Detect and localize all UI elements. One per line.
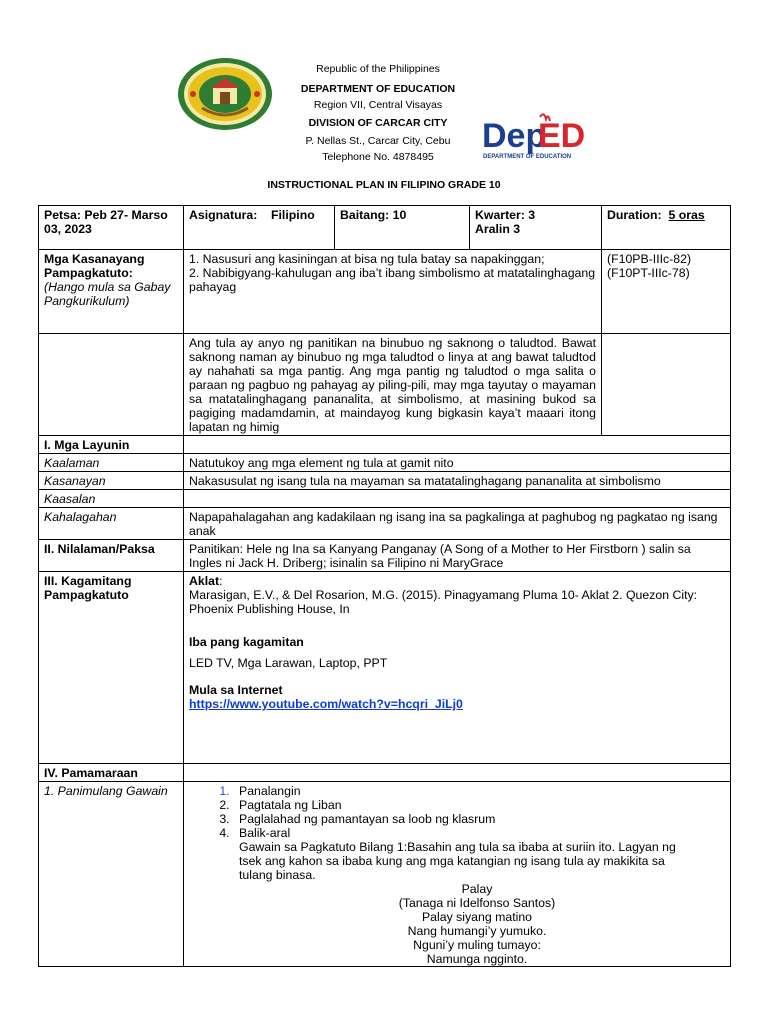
table-row-header (39, 206, 731, 250)
kasanayan-codes-cell (602, 250, 731, 334)
kasanayan-code-2: (F10PT-IIIc-78) (607, 266, 690, 280)
kaasalan-value (184, 490, 731, 508)
aklat-reference: Marasigan, E.V., & Del Rosarion, M.G. (2015). Pinagyamang Pluma 10- Aklat 2. Quezon City: Phoenix Publishing House, In (189, 588, 698, 616)
poem-line: Nguni’y muling tumayo: (413, 938, 541, 952)
nilalaman-label: II. Nilalaman/Paksa (39, 540, 184, 572)
table-row-kaalaman (39, 454, 731, 472)
kasanayan-items-cell (184, 250, 602, 334)
nilalaman-value: Panitikan: Hele ng Ina sa Kanyang Panganay (A Song of a Mother to Her Firstborn ) salin sa Ingles ni Jack H. Driberg; isinalin sa Filipino ni MaryGrace (184, 540, 731, 572)
header-region: Region VII, Central Visayas (313, 99, 443, 111)
kasanayan-code-1: (F10PB-IIIc-82) (607, 252, 692, 266)
panimula-cell (184, 782, 731, 967)
header-republic: Republic of the Philippines (316, 63, 440, 75)
aklat-heading: Aklat: (189, 574, 223, 588)
table-row-kaasalan (39, 490, 731, 508)
list-item: 3. Paglalahad ng pamantayan sa loob ng klasrum (233, 812, 725, 826)
header-address: P. Nellas St., Carcar City, Cebu (305, 135, 451, 147)
asignatura-label: Asignatura: (189, 208, 258, 222)
kasanayan-label-cell (39, 250, 184, 334)
kasanayan-sublabel: (Hango mula sa Gabay Pangkurikulum) (44, 280, 171, 308)
poem-line: Nang humangi’y yumuko. (407, 924, 547, 938)
list-item: 4. Balik-aral (233, 826, 725, 840)
kaalaman-label: Kaalaman (39, 454, 184, 472)
youtube-link[interactable]: https://www.youtube.com/watch?v=hcqri_JiLj0 (189, 697, 463, 711)
asignatura-value: Filipino (271, 208, 315, 222)
description-cell: Ang tula ay anyo ng panitikan na binubuo ng saknong o taludtod. Bawat saknong naman ay binubuo ng mga taludtod o linya at ang bawat taludtod ay nahahati sa mga pantig. Ang mga pantig ng taludtod o mga salita o paraan ng pagbuo ng pahayag ay piling-pili, may mga tayutay o mayaman sa matatalinghagang pananalita, at simbolismo, at masining bukod sa pagiging madamdamin, at maindayog kung bigkasin kaya’t maaari itong lapatan ng himig (184, 334, 602, 436)
duration-label: Duration: (607, 208, 662, 222)
svg-text:Dep: Dep (482, 117, 547, 155)
iba-heading: Iba pang kagamitan (189, 635, 304, 649)
layunin-heading-empty (184, 436, 731, 454)
gawain-instruction: Gawain sa Pagkatuto Bilang 1:Basahin ang tula sa ibaba at suriin ito. Lagyan ng tsek ang kahon sa ibaba kung ang mga katangian ng isang tula ay makikita sa tulang binasa. (239, 840, 676, 882)
table-row-pamamaraan-heading (39, 764, 731, 782)
header-department: DEPARTMENT OF EDUCATION (300, 83, 456, 95)
kahalagahan-value: Napapahalagahan ang kadakilaan ng isang ina sa pagkalinga at paghubog ng pagkatao ng isang anak (184, 508, 731, 540)
kagamitan-label: III. Kagamitang Pampagkatuto (39, 572, 184, 764)
poem-line: Namunga ngginto. (426, 952, 528, 966)
header-telephone: Telephone No. 4878495 (322, 151, 434, 163)
table-row-layunin-heading (39, 436, 731, 454)
table-row-panimula (39, 782, 731, 967)
baitang-cell: Baitang: 10 (335, 206, 470, 250)
description-empty-cell (39, 334, 184, 436)
kaasalan-label: Kaasalan (39, 490, 184, 508)
instructional-plan-table (38, 205, 731, 967)
school-seal-icon (176, 56, 274, 132)
table-row-kagamitan (39, 572, 731, 764)
kasanayan-label: Mga Kasanayang Pampagkatuto: (44, 252, 145, 280)
kahalagahan-label: Kahalagahan (39, 508, 184, 540)
list-item: 2. Pagtatala ng Liban (233, 798, 725, 812)
pamamaraan-heading-empty (184, 764, 731, 782)
list-item: 1. Panalangin (233, 784, 725, 798)
kaalaman-value: Natutukoy ang mga element ng tula at gamit nito (184, 454, 731, 472)
layunin-heading: I. Mga Layunin (39, 436, 184, 454)
table-row-kahalagahan (39, 508, 731, 540)
svg-text:DEPARTMENT OF EDUCATION: DEPARTMENT OF EDUCATION (483, 154, 572, 160)
poem-author: (Tanaga ni Idelfonso Santos) (398, 896, 556, 910)
pamamaraan-heading: IV. Pamamaraan (39, 764, 184, 782)
kasanayan-item-1: 1. Nasusuri ang kasiningan at bisa ng tula batay sa napakinggan; (189, 252, 545, 266)
steps-list (209, 784, 725, 840)
letterhead (0, 0, 768, 175)
kasanayan-layunin-label: Kasanayan (39, 472, 184, 490)
iba-value: LED TV, Mga Larawan, Laptop, PPT (189, 656, 388, 670)
poem-line: Palay siyang matino (421, 910, 533, 924)
duration-value: 5 oras (668, 208, 705, 222)
table-row-kasanayan (39, 250, 731, 334)
deped-logo-icon (480, 113, 590, 163)
plan-title: INSTRUCTIONAL PLAN IN FILIPINO GRADE 10 (267, 179, 501, 191)
poem-title: Palay (461, 882, 493, 896)
header-division: DIVISION OF CARCAR CITY (308, 117, 448, 129)
kwarter-text: Kwarter: 3 (475, 208, 536, 222)
kwarter-cell (470, 206, 602, 250)
table-row-kasanayan-layunin (39, 472, 731, 490)
asignatura-cell (184, 206, 335, 250)
petsa-cell: Petsa: Peb 27- Marso 03, 2023 (39, 206, 184, 250)
description-empty-cell-right (602, 334, 731, 436)
duration-cell (602, 206, 731, 250)
table-row-nilalaman (39, 540, 731, 572)
table-row-description (39, 334, 731, 436)
kagamitan-cell (184, 572, 731, 764)
poem-block (189, 882, 725, 966)
kasanayan-layunin-value: Nakasusulat ng isang tula na mayaman sa matatalinghagang pananalita at simbolismo (184, 472, 731, 490)
internet-heading: Mula sa Internet (189, 683, 283, 697)
kasanayan-item-2: 2. Nabibigyang-kahulugan ang iba’t ibang simbolismo at matatalinghagang pahayag (189, 266, 596, 294)
panimula-label: 1. Panimulang Gawain (39, 782, 184, 967)
aralin-text: Aralin 3 (475, 222, 521, 236)
svg-text:ED: ED (538, 117, 586, 155)
